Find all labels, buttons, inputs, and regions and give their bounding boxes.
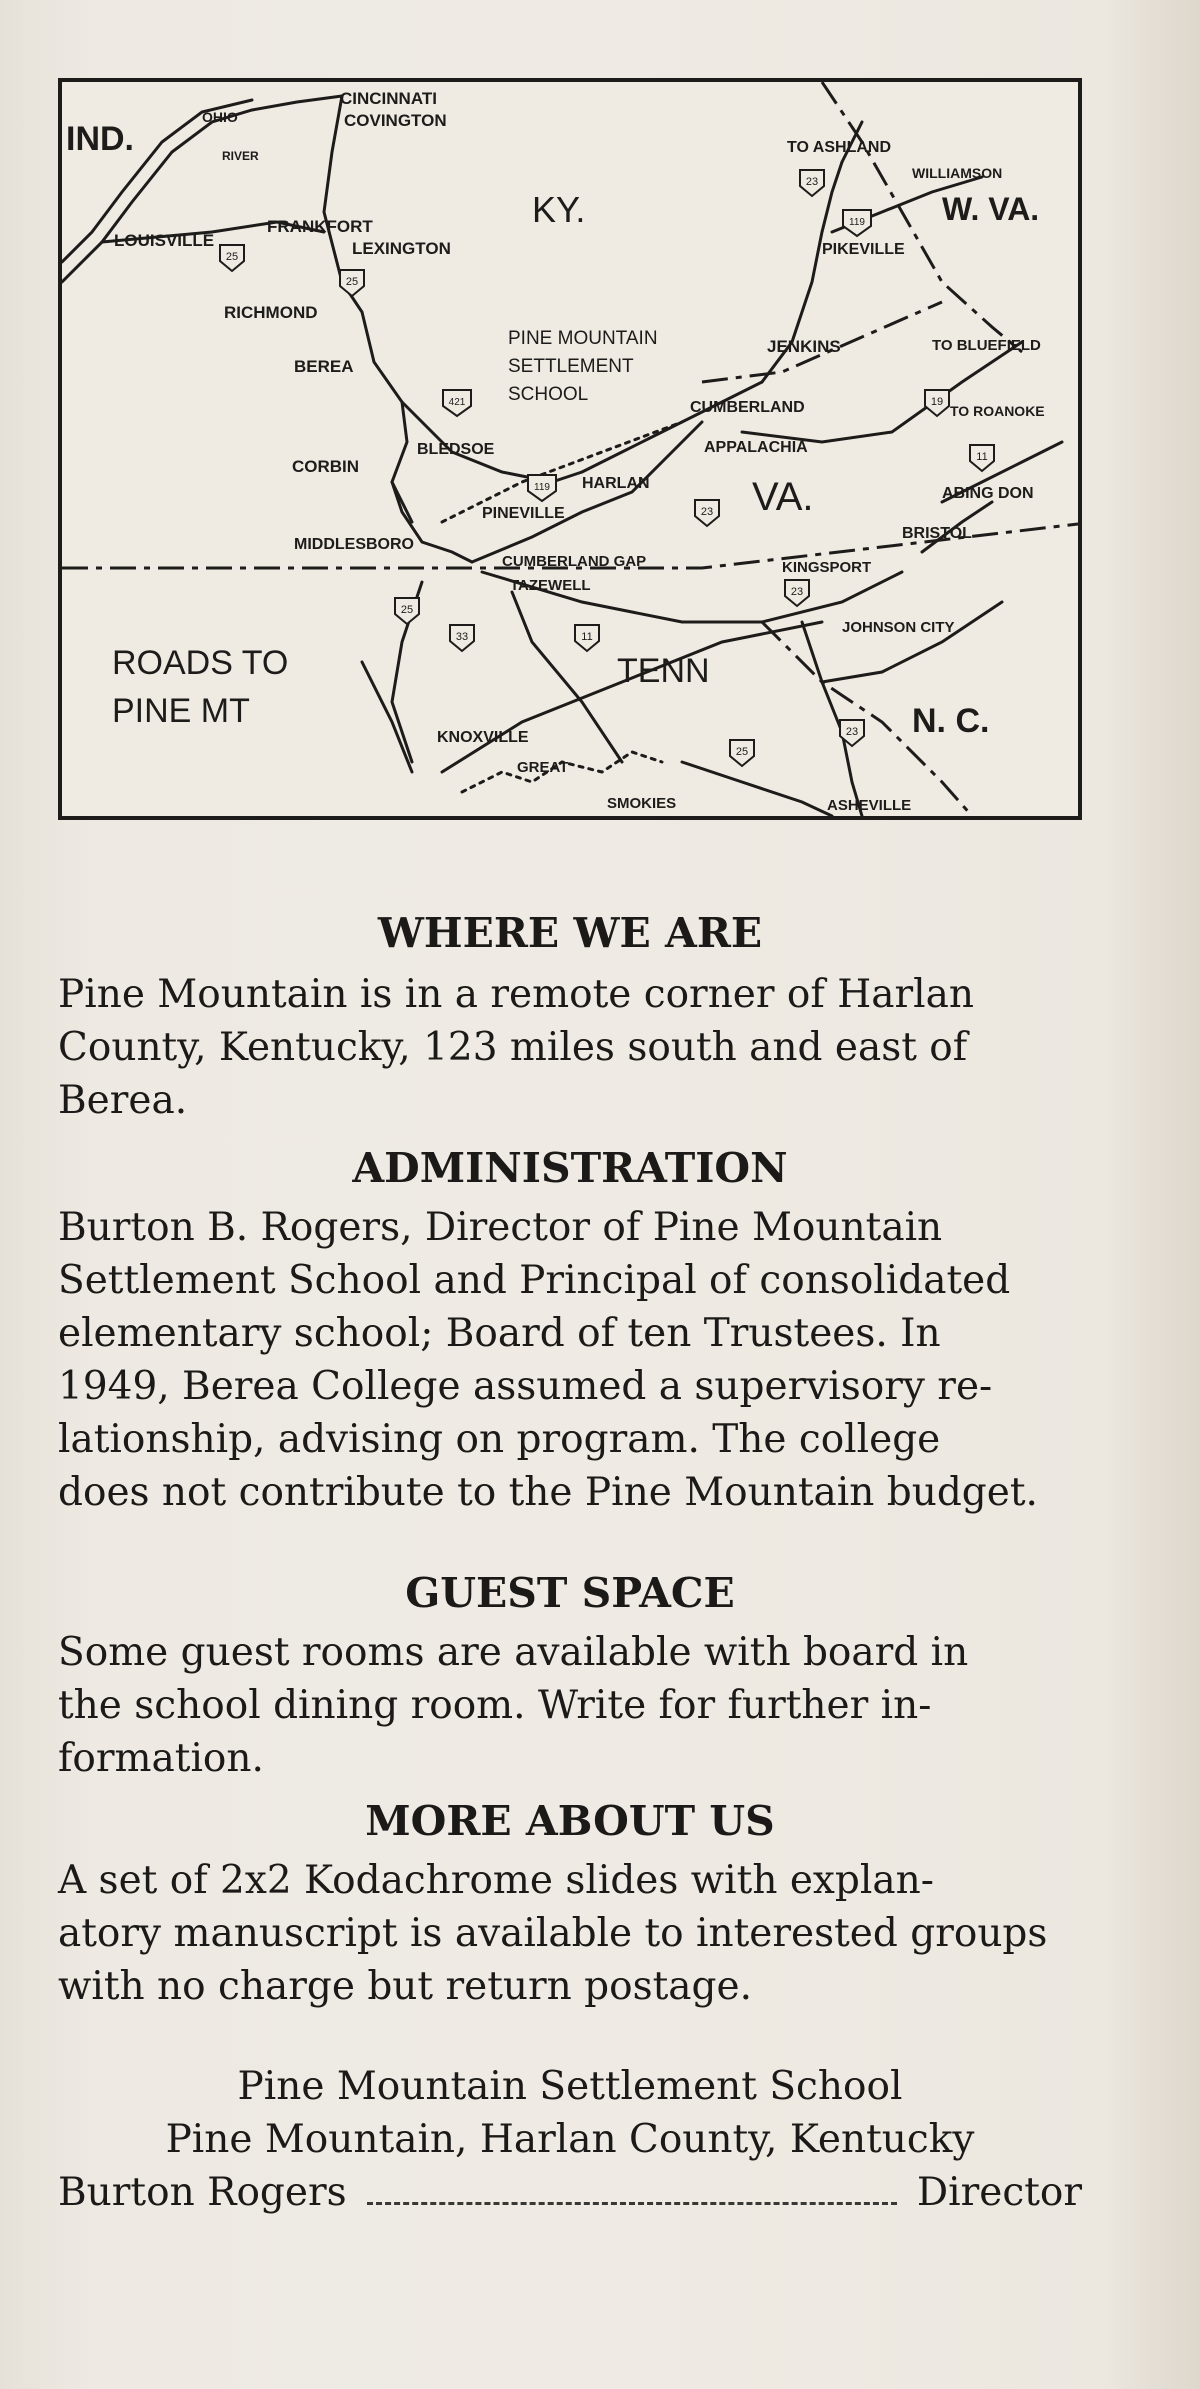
state-label-ky: KY. bbox=[532, 189, 586, 230]
route-shield bbox=[575, 625, 599, 651]
footer-school-name: Pine Mountain Settlement School bbox=[237, 2064, 903, 2109]
route-shield bbox=[785, 580, 809, 606]
where-line: County, Kentucky, 123 miles south and east of bbox=[58, 1025, 968, 1070]
state-label-ind: IND. bbox=[66, 120, 134, 158]
route-number: 11 bbox=[976, 451, 988, 463]
where-line: Pine Mountain is in a remote corner of Harlan bbox=[58, 972, 974, 1017]
place-williamson: WILLIAMSON bbox=[912, 165, 1003, 181]
admin-line: Settlement School and Principal of consolidated bbox=[58, 1258, 1011, 1303]
place-johnson-city: JOHNSON CITY bbox=[842, 619, 955, 636]
route-number: 23 bbox=[790, 586, 804, 598]
route-number: 25 bbox=[345, 276, 359, 288]
admin-section bbox=[58, 1143, 1082, 1519]
where-section bbox=[58, 908, 1082, 1127]
place-great: GREAT bbox=[517, 759, 569, 776]
more-paragraph bbox=[58, 1854, 1082, 2013]
route-shield bbox=[450, 625, 474, 651]
route-number: 25 bbox=[225, 251, 239, 263]
route-shield bbox=[395, 598, 419, 624]
place-corbin: CORBIN bbox=[292, 457, 360, 476]
signature-title: Director bbox=[916, 2170, 1082, 2215]
route-shield bbox=[220, 245, 244, 271]
guest-line: Some guest rooms are available with board in bbox=[58, 1630, 969, 1675]
state-label-wva: W. VA. bbox=[942, 191, 1040, 227]
guest-heading: GUEST SPACE bbox=[405, 1569, 735, 1617]
road-pineville-harlan bbox=[472, 422, 702, 562]
place-to-roanoke: TO ROANOKE bbox=[950, 403, 1045, 419]
route-shield bbox=[800, 170, 824, 196]
admin-line: lationship, advising on program. The college bbox=[58, 1417, 941, 1462]
place-covington: COVINGTON bbox=[344, 111, 447, 130]
admin-heading: ADMINISTRATION bbox=[352, 1144, 788, 1192]
place-kingsport: KINGSPORT bbox=[782, 559, 872, 576]
route-number: 421 bbox=[448, 397, 466, 408]
place-pikeville: PIKEVILLE bbox=[822, 241, 905, 258]
place-school-line2: SETTLEMENT bbox=[508, 356, 634, 377]
place-appalachia: APPALACHIA bbox=[704, 439, 808, 456]
place-abingdon: ABING DON bbox=[942, 485, 1034, 502]
place-pineville: PINEVILLE bbox=[482, 505, 565, 522]
admin-line: elementary school; Board of ten Trustees. In bbox=[58, 1311, 941, 1356]
route-number: 23 bbox=[700, 506, 714, 518]
road-cincinnati-lexington bbox=[324, 96, 342, 282]
route-shield bbox=[443, 390, 471, 416]
guest-line: formation. bbox=[58, 1736, 264, 1781]
signature-line bbox=[58, 2166, 1082, 2219]
state-label-tenn: TENN bbox=[617, 652, 710, 690]
route-shield bbox=[843, 210, 871, 236]
map-title-line2: PINE MT bbox=[112, 692, 250, 730]
place-asheville: ASHEVILLE bbox=[827, 797, 912, 814]
route-number: 25 bbox=[400, 604, 414, 616]
map-drawing bbox=[62, 82, 1078, 816]
more-line: with no charge but return postage. bbox=[58, 1964, 752, 2009]
route-number: 119 bbox=[534, 482, 550, 493]
route-number: 23 bbox=[805, 176, 819, 188]
more-line: atory manuscript is available to interested groups bbox=[58, 1911, 1048, 1956]
guest-line: the school dining room. Write for further in- bbox=[58, 1683, 932, 1728]
place-to-ashland: TO ASHLAND bbox=[787, 139, 891, 156]
place-to-bluefield: TO BLUEFIELD bbox=[932, 337, 1041, 354]
where-heading: WHERE WE ARE bbox=[377, 909, 763, 957]
state-label-nc: N. C. bbox=[912, 702, 990, 740]
road-knoxville-south bbox=[362, 662, 412, 772]
signature-name: Burton Rogers bbox=[58, 2170, 347, 2215]
place-smokies: SMOKIES bbox=[607, 795, 677, 812]
place-berea: BEREA bbox=[294, 357, 354, 376]
route-shield bbox=[528, 475, 556, 501]
place-tazewell: TAZEWELL bbox=[510, 577, 591, 594]
place-louisville: LOUISVILLE bbox=[114, 231, 215, 250]
where-line: Berea. bbox=[58, 1078, 188, 1123]
place-harlan: HARLAN bbox=[582, 475, 650, 492]
place-jenkins: JENKINS bbox=[767, 337, 841, 356]
route-number: 19 bbox=[930, 396, 944, 408]
guest-section bbox=[58, 1568, 1082, 1785]
place-lexington: LEXINGTON bbox=[352, 239, 451, 258]
place-frankfort: FRANKFORT bbox=[267, 217, 373, 236]
place-bristol: BRISTOL bbox=[902, 525, 972, 542]
place-cumberland: CUMBERLAND bbox=[690, 399, 805, 416]
route-number: 119 bbox=[849, 217, 865, 228]
route-number: 33 bbox=[455, 631, 469, 643]
place-bledsoe: BLEDSOE bbox=[417, 441, 495, 458]
place-middlesboro: MIDDLESBORO bbox=[294, 536, 414, 553]
place-school-line3: SCHOOL bbox=[508, 384, 589, 405]
place-knoxville: KNOXVILLE bbox=[437, 729, 529, 746]
river-label-ohio: OHIO bbox=[202, 109, 238, 125]
state-label-va: VA. bbox=[752, 475, 814, 519]
place-richmond: RICHMOND bbox=[224, 303, 318, 322]
river-label-river: RIVER bbox=[222, 149, 259, 163]
more-line: A set of 2x2 Kodachrome slides with explan- bbox=[58, 1858, 934, 1903]
admin-line: does not contribute to the Pine Mountain budget. bbox=[58, 1470, 1038, 1515]
road-knoxville-east bbox=[442, 622, 822, 772]
road-appalachia-bluefield bbox=[742, 342, 1022, 442]
route-shield bbox=[970, 445, 994, 471]
route-shield bbox=[925, 390, 949, 416]
route-shield bbox=[695, 500, 719, 526]
admin-line: Burton B. Rogers, Director of Pine Mountain bbox=[58, 1205, 943, 1250]
route-number: 11 bbox=[581, 631, 593, 643]
place-school-line1: PINE MOUNTAIN bbox=[508, 328, 658, 349]
more-section bbox=[58, 1796, 1082, 2013]
place-cumberland-gap: CUMBERLAND GAP bbox=[502, 553, 647, 570]
map-title-line1: ROADS TO bbox=[112, 644, 289, 682]
footer-address: Pine Mountain, Harlan County, Kentucky bbox=[165, 2117, 975, 2162]
admin-paragraph bbox=[58, 1201, 1082, 1519]
dotted-leader bbox=[367, 2178, 897, 2205]
admin-line: 1949, Berea College assumed a supervisory re- bbox=[58, 1364, 993, 1409]
place-cincinnati: CINCINNATI bbox=[340, 89, 437, 108]
guest-paragraph bbox=[58, 1626, 1082, 1785]
where-paragraph bbox=[58, 968, 1082, 1127]
more-heading: MORE ABOUT US bbox=[365, 1797, 775, 1845]
road-knoxville-asheville bbox=[682, 762, 832, 816]
route-shield bbox=[730, 740, 754, 766]
route-number: 23 bbox=[845, 726, 859, 738]
roads-map bbox=[58, 78, 1082, 820]
footer bbox=[58, 2060, 1082, 2219]
route-shield bbox=[340, 270, 364, 296]
road-johnson-city bbox=[822, 602, 1002, 682]
route-number: 25 bbox=[735, 746, 749, 758]
